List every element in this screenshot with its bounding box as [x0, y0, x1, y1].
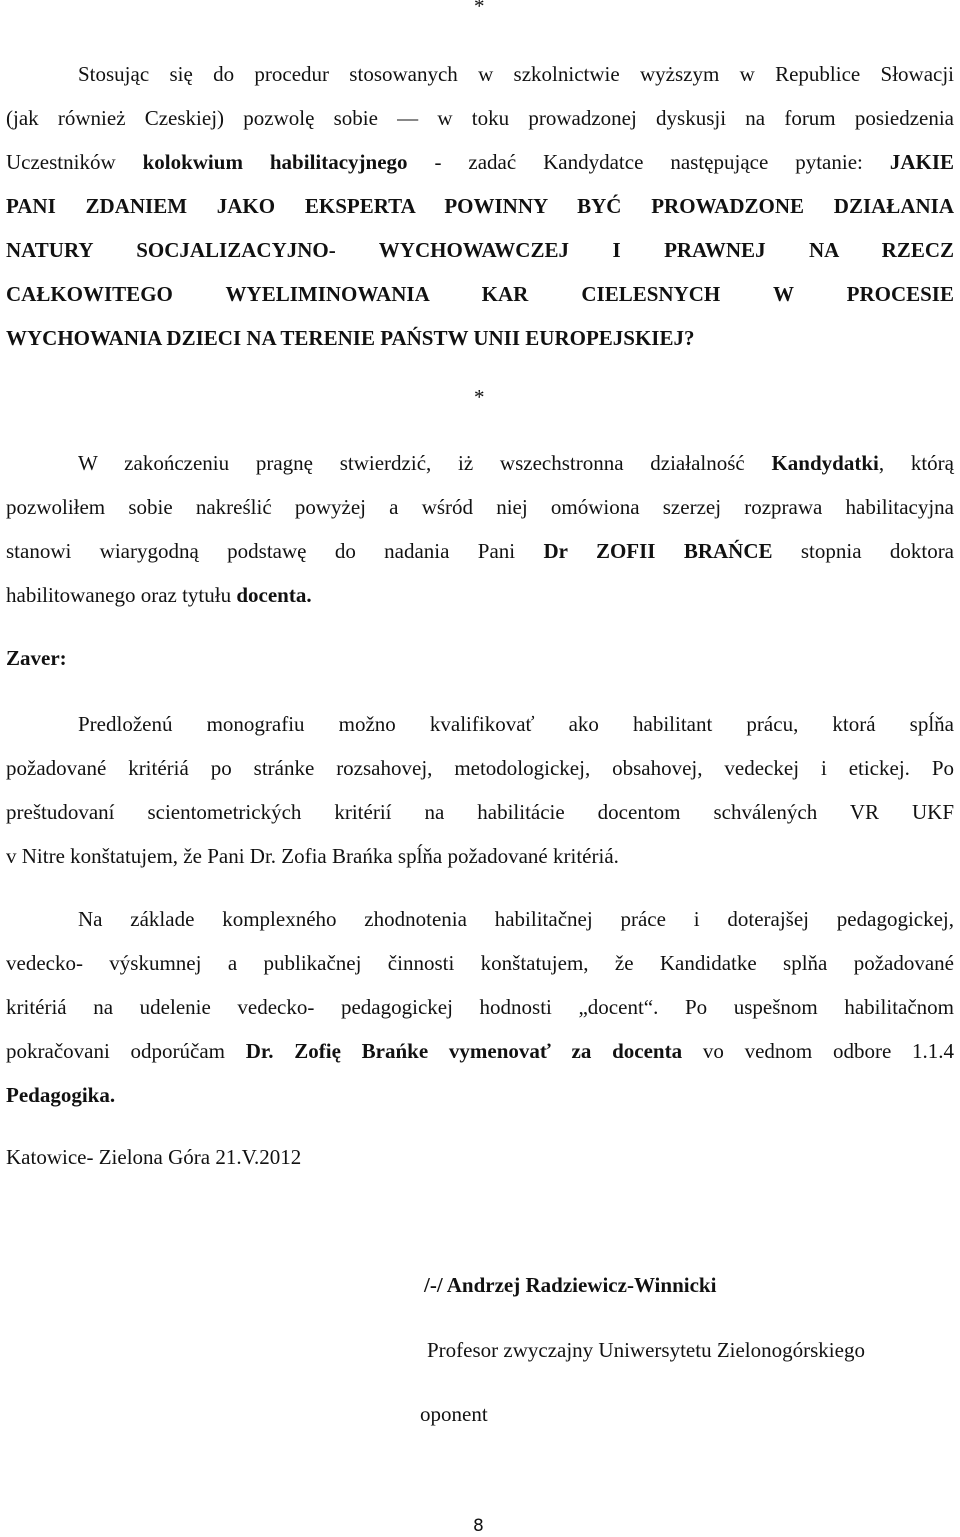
paragraph-line [6, 1029, 954, 1073]
polish-question-paragraph [6, 52, 954, 360]
paragraph-line [6, 441, 954, 485]
paragraph-line: (jak również Czeskiej) pozwolę sobie — w toku prowadzonej dyskusji na forum posiedzenia [6, 106, 954, 130]
paragraph-line: pozwoliłem sobie nakreślić powyżej a wśród niej omówiona szerzej rozprawa habilitacyjna [6, 495, 954, 519]
bold-text: Kandydatki [771, 451, 879, 475]
paragraph-line: preštudovaní scientometrických kritérií na habilitácie docentom schválených VR UKF [6, 800, 954, 824]
text: vo vednom odbore 1.1.4 [682, 1039, 954, 1063]
zaver-paragraph [6, 702, 954, 878]
paragraph-line: Pedagogika. [6, 1083, 116, 1107]
text: stanowi wiarygodną podstawę do nadania Pani [6, 539, 544, 563]
question-line: CAŁKOWITEGO WYELIMINOWANIA KAR CIELESNYCH W PROCESIE [6, 282, 954, 306]
signature-title: Profesor zwyczajny Uniwersytetu Zielonogórskiego [427, 1338, 865, 1362]
bold-text: JAKIE [889, 150, 954, 174]
polish-conclusion-paragraph [6, 441, 954, 617]
paragraph-line: požadované kritériá po stránke rozsahovej, metodologickej, obsahovej, vedeckej i etickej. Po [6, 756, 954, 780]
bold-text: kolokwium habilitacyjnego [142, 150, 408, 174]
paragraph-line [6, 573, 954, 617]
text: - zadać Kandydatce następujące pytanie: [407, 150, 890, 174]
text: stopnia doktora [772, 539, 955, 563]
paragraph-line: kritériá na udelenie vedecko- pedagogickej hodnosti „docent“. Po uspešnom habilitačnom [6, 995, 954, 1019]
bold-text: Dr ZOFII BRAŃCE [543, 539, 773, 563]
paragraph-line: Stosując się do procedur stosowanych w szkolnictwie wyższym w Republice Słowacji [78, 62, 954, 86]
text: Uczestników [6, 150, 143, 174]
paragraph-line [6, 140, 954, 184]
separator-star-middle: * [474, 385, 485, 409]
text: habilitowanego oraz tytułu [6, 583, 237, 607]
question-line: WYCHOWANIA DZIECI NA TERENIE PAŃSTW UNII EUROPEJSKIEJ? [6, 326, 695, 350]
paragraph-line: v Nitre konštatujem, že Pani Dr. Zofia Brańka spĺňa požadované kritériá. [6, 844, 619, 868]
final-recommendation-paragraph [6, 897, 954, 1117]
question-line: NATURY SOCJALIZACYJNO- WYCHOWAWCZEJ I PRAWNEJ NA RZECZ [6, 238, 954, 262]
text: , którą [878, 451, 954, 475]
text: W zakończeniu pragnę stwierdzić, iż wszechstronna działalność [78, 451, 772, 475]
signature-role: oponent [420, 1402, 488, 1426]
text: pokračovani odporúčam [6, 1039, 246, 1063]
question-line: PANI ZDANIEM JAKO EKSPERTA POWINNY BYĆ PROWADZONE DZIAŁANIA [6, 194, 954, 218]
page-number: 8 [473, 1516, 484, 1536]
paragraph-line [6, 529, 954, 573]
separator-star-top: * [474, 0, 485, 18]
paragraph-line: Na základe komplexného zhodnotenia habilitačnej práce i doterajšej pedagogickej, [78, 907, 954, 931]
signature-name: /-/ Andrzej Radziewicz-Winnicki [424, 1273, 717, 1297]
zaver-heading: Zaver: [6, 646, 67, 670]
paragraph-line: Predloženú monografiu možno kvalifikovať ako habilitant prácu, ktorá spĺňa [78, 712, 954, 736]
bold-text: Dr. Zofię Brańke vymenovať za docenta [245, 1039, 683, 1063]
paragraph-line: vedecko- výskumnej a publikačnej činnosti konštatujem, že Kandidatke splňa požadované [6, 951, 954, 975]
place-date: Katowice- Zielona Góra 21.V.2012 [6, 1145, 302, 1169]
bold-text: docenta. [236, 583, 312, 607]
